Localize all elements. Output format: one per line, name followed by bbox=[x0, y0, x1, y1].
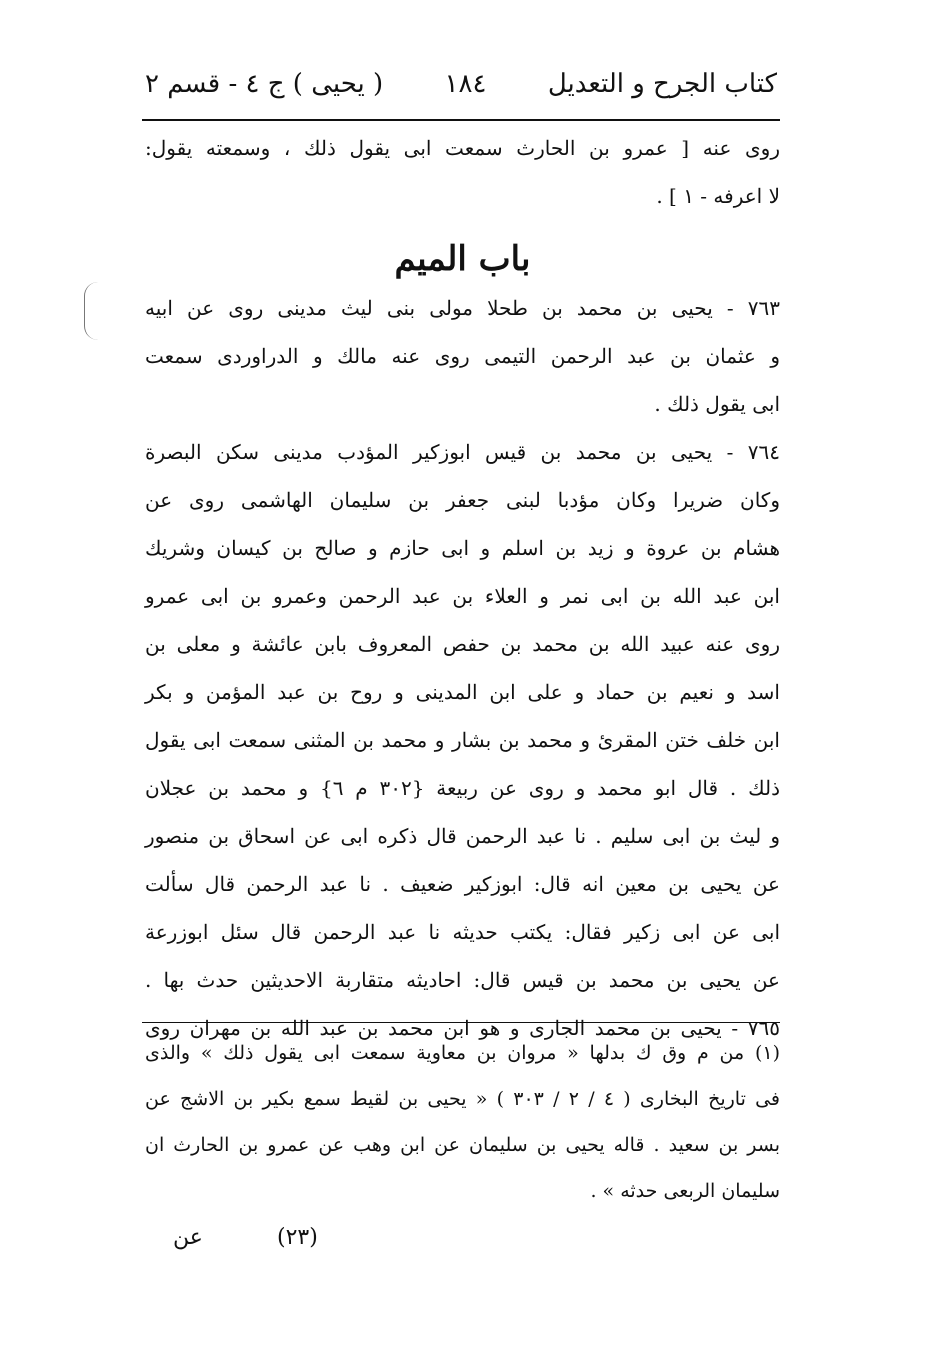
text-line: ٧٦٤ - يحيى بن محمد بن قيس ابوزكير المؤدب مدينى سكن البصرة bbox=[145, 440, 780, 464]
signature-mark: (٢٣) bbox=[277, 1225, 318, 1250]
footnote-line: بسر بن سعيد . قاله يحيى بن سليمان عن ابن وهب عن عمرو بن الحارث ان bbox=[145, 1134, 780, 1156]
entry-763 bbox=[145, 284, 780, 428]
footnote-line: سليمان الربعى حدثه » . bbox=[590, 1180, 780, 1202]
text-line: وكان ضريرا وكان مؤدبا لبنى جعفر بن سليمان الهاشمى روى عن bbox=[145, 488, 780, 512]
text-line: ٧٦٣ - يحيى بن محمد بن طحلا مولى بنى ليث مدينى روى عن ابيه bbox=[145, 296, 781, 320]
text-line: ابن عبد الله بن ابى نمر و العلاء بن عبد الرحمن وعمرو بن ابى عمرو bbox=[145, 584, 780, 608]
page-footer bbox=[145, 1218, 780, 1258]
text-line: ٧٦٥ - يحيى بن محمد الجارى و هو ابن محمد بن عبد الله بن مهران روى bbox=[145, 1016, 780, 1040]
text-line: روى عنه [ عمرو بن الحارث سمعت ابى يقول ذلك ، وسمعته يقول: bbox=[145, 136, 780, 160]
text-line: ابى يقول ذلك . bbox=[654, 392, 780, 416]
section-title: باب الميم bbox=[394, 239, 531, 279]
text-line: و عثمان بن عبد الرحمن التيمى روى عنه مالك و الدراوردى سمعت bbox=[145, 344, 780, 368]
footnote-divider bbox=[142, 1022, 780, 1023]
footnote-line: (١) من م وق ك بدلها « مروان بن معاوية سمعت ابى يقول ذلك » والذى bbox=[145, 1042, 780, 1064]
book-title: كتاب الجرح و التعديل bbox=[547, 69, 777, 99]
text-line: عن يحيى بن محمد بن قيس قال: احاديثه متقاربة الاحديثين حدث بها . bbox=[145, 968, 780, 992]
footnotes bbox=[145, 1030, 780, 1214]
continued-note bbox=[145, 124, 780, 220]
entry-764 bbox=[145, 428, 780, 1052]
text-line: عن يحيى بن معين انه قال: ابوزكير ضعيف . نا عبد الرحمن قال سألت bbox=[145, 872, 780, 896]
catchword: عن bbox=[173, 1225, 203, 1250]
text-line: اسد و نعيم بن حماد و على ابن المدينى و روح بن عبد المؤمن و بكر bbox=[145, 680, 780, 704]
page-number: ١٨٤ bbox=[444, 69, 487, 99]
footnote-line: فى تاريخ البخارى ( ٤ / ٢ / ٣٠٣ ) « يحيى بن لقيط سمع بكير بن الاشج عن bbox=[145, 1088, 781, 1110]
header-divider bbox=[142, 119, 780, 121]
text-line: لا اعرفه - ١ ] . bbox=[656, 184, 780, 208]
running-header bbox=[145, 58, 777, 110]
text-line: و ليث بن ابى سليم . نا عبد الرحمن قال ذكره ابى عن اسحاق بن منصور bbox=[145, 824, 780, 848]
text-line: ذلك . قال ابو محمد و روى عن ربيعة {٣٠٢ م ٦} و محمد بن عجلان bbox=[145, 776, 780, 800]
volume-info: ( يحيى ) ج ٤ - قسم ٢ bbox=[145, 69, 384, 99]
text-line: هشام بن عروة و زيد بن اسلم و ابى حازم و صالح بن كيسان وشريك bbox=[145, 536, 780, 560]
text-line: ابى عن ابى زكير فقال: يكتب حديثه نا عبد الرحمن قال سئل ابوزرعة bbox=[145, 920, 780, 944]
margin-mark bbox=[84, 282, 99, 340]
text-line: ابن خلف ختن المقرئ و محمد بن بشار و محمد بن المثنى سمعت ابى يقول bbox=[145, 728, 780, 752]
text-line: روى عنه عبيد الله بن محمد بن حفص المعروف بابن عائشة و معلى بن bbox=[145, 632, 780, 656]
